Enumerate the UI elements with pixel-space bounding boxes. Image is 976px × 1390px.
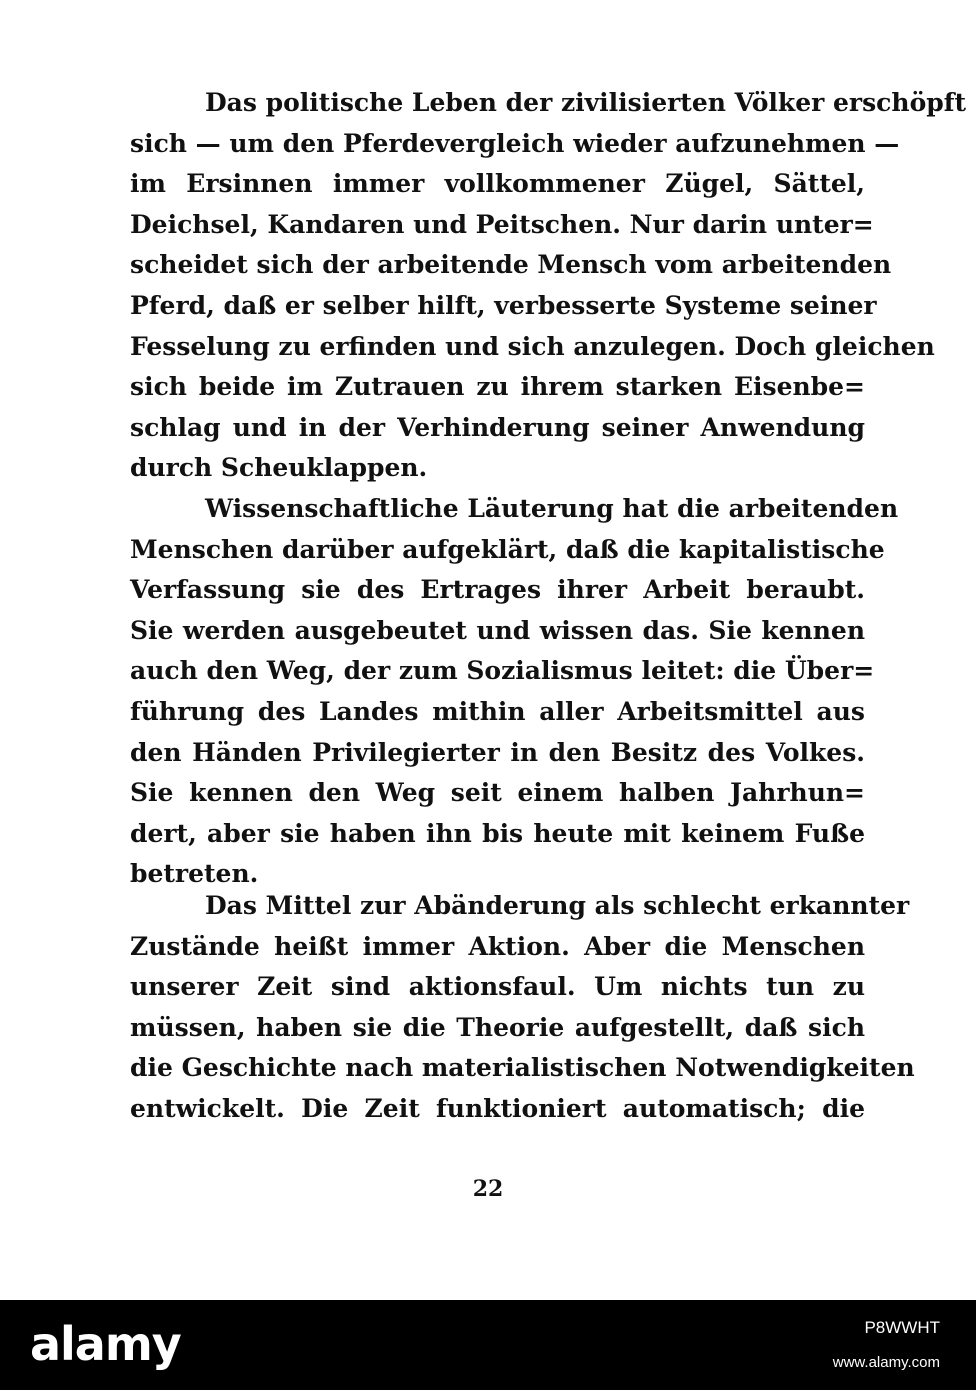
text-line: die Geschichte nach materialistischen Notwendigkeiten (130, 1053, 915, 1083)
text-line: Das politische Leben der zivilisierten Völker erschöpft (205, 88, 967, 117)
text-line: Verfassung sie des Ertrages ihrer Arbeit beraubt. (130, 575, 865, 605)
text-line: sich — um den Pferdevergleich wieder aufzunehmen — (130, 128, 900, 158)
text-line: dert, aber sie haben ihn bis heute mit keinem Fuße (130, 818, 865, 848)
text-line: durch Scheuklappen. (130, 453, 428, 483)
text-line: Zustände heißt immer Aktion. Aber die Menschen (130, 931, 865, 961)
paragraph-2 (130, 489, 899, 895)
text-line: Fesselung zu erfinden und sich anzulegen. Doch gleichen (130, 331, 935, 361)
text-line: scheidet sich der arbeitende Mensch vom arbeitenden (130, 250, 892, 280)
text-line: Deichsel, Kandaren und Peitschen. Nur darin unter= (130, 209, 874, 239)
text-line: Sie werden ausgebeutet und wissen das. Sie kennen (130, 615, 865, 645)
text-line: den Händen Privilegierter in den Besitz des Volkes. (130, 737, 865, 767)
alamy-logo: alamy (30, 1317, 181, 1371)
watermark-footer (0, 1300, 976, 1390)
text-line: entwickelt. Die Zeit funktioniert automatisch; die (130, 1093, 865, 1123)
text-line: führung des Landes mithin aller Arbeitsmittel aus (130, 696, 865, 726)
text-line: Wissenschaftliche Läuterung hat die arbeitenden (205, 494, 899, 523)
paragraph-3 (130, 886, 915, 1130)
text-line: auch den Weg, der zum Sozialismus leitet: die Über= (130, 656, 875, 686)
text-line: Sie kennen den Weg seit einem halben Jahrhun= (130, 778, 865, 808)
text-line: im Ersinnen immer vollkommener Zügel, Sättel, (130, 169, 865, 199)
text-line: sich beide im Zutrauen zu ihrem starken Eisenbe= (130, 372, 865, 402)
text-line: müssen, haben sie die Theorie aufgestellt, daß sich (130, 1012, 865, 1042)
text-line: schlag und in der Verhinderung seiner Anwendung (130, 412, 865, 442)
page-number: 22 (472, 1176, 504, 1202)
text-line: Das Mittel zur Abänderung als schlecht erkannter (205, 891, 910, 920)
text-line: unserer Zeit sind aktionsfaul. Um nichts tun zu (130, 972, 865, 1002)
text-line: Menschen darüber aufgeklärt, daß die kapitalistische (130, 534, 885, 564)
paragraph-1 (130, 83, 967, 489)
footer-url: www.alamy.com (832, 1354, 940, 1371)
image-id: P8WWHT (864, 1318, 940, 1337)
text-line: Pferd, daß er selber hilft, verbesserte Systeme seiner (130, 290, 877, 320)
text-line: betreten. (130, 859, 259, 889)
